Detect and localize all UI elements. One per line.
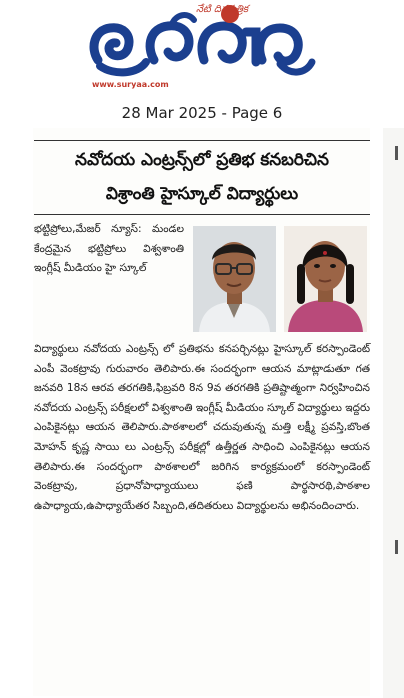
masthead-tagline: నేటి దినపత్రిక [196,4,249,15]
headline-rule-top [34,140,370,141]
masthead-url: www.suryaa.com [92,80,169,89]
masthead [0,0,404,100]
headline-rule-bottom [34,214,370,215]
article-body: విద్యార్థులు నవోదయ ఎంట్రన్స్ లో ప్రతిభను కనపర్చినట్లు హైస్కూల్ కరస్పాండెంట్ ఎంపీ వెంకట్రావు గురువారం తెలిపారు.ఈ సందర్భంగా ఆయన మాట్లాడుతూ గత జనవరి 18న ఆరవ తరగతికి,ఫిబ్రవరి 8న 9వ తరగతికి ప్రతిష్టాత్మంగా నిర్వహించిన నవోదయ ఎంట్రన్స్ పరీక్షలలో విశ్వశాంతి ఇంగ్లీష్ మీడియం స్కూల్ విద్యార్థులు ఇద్దరు ఎంపికైనట్లు ఆయన తెలిపారు.పాఠశాలలో చదువుతున్న మత్తి లక్ష్మీ ప్రవస్తి,బొంత మోహన్ కృష్ణ సాయి లు ఎంట్రన్స్ పరీక్షల్లో ఉత్తీర్ణత సాధించి ఎంపికైనట్లు ఆయన తెలిపారు.ఈ సందర్భంగా పాఠశాలలో జరిగిన కార్యక్రమంలో కరస్పాండెంట్ వెంకట్రావు, ప్రధానోపాధ్యాయులు ఫణి పార్థసారథి,పాఠశాల ఉపాధ్యాయ,ఉపాధ్యాయేతర సిబ్బంది,తదితరులు విద్యార్థులను అభినందించారు. [34,343,370,512]
headline-line-2: విశ్రాంతి హైస్కూల్ విద్యార్థులు [105,184,299,204]
headline-line-1: నవోదయ ఎంట్రన్స్‌లో ప్రతిభ కనబరిచిన [75,150,329,170]
student-photo-girl [284,226,367,332]
adjacent-column-mark [395,540,398,554]
student-photo-boy [193,226,276,332]
article-intro: భట్టిప్రోలు,మేజర్ న్యూస్: మండల కేంద్రమైన భట్టిప్రోలు విశ్వశాంతి ఇంగ్లీష్ మీడియం హై స్కూల్ [34,223,184,275]
adjacent-column-mark [395,146,398,160]
dateline: 28 Mar 2025 - Page 6 [121,104,283,122]
adjacent-column-strip [383,128,404,698]
